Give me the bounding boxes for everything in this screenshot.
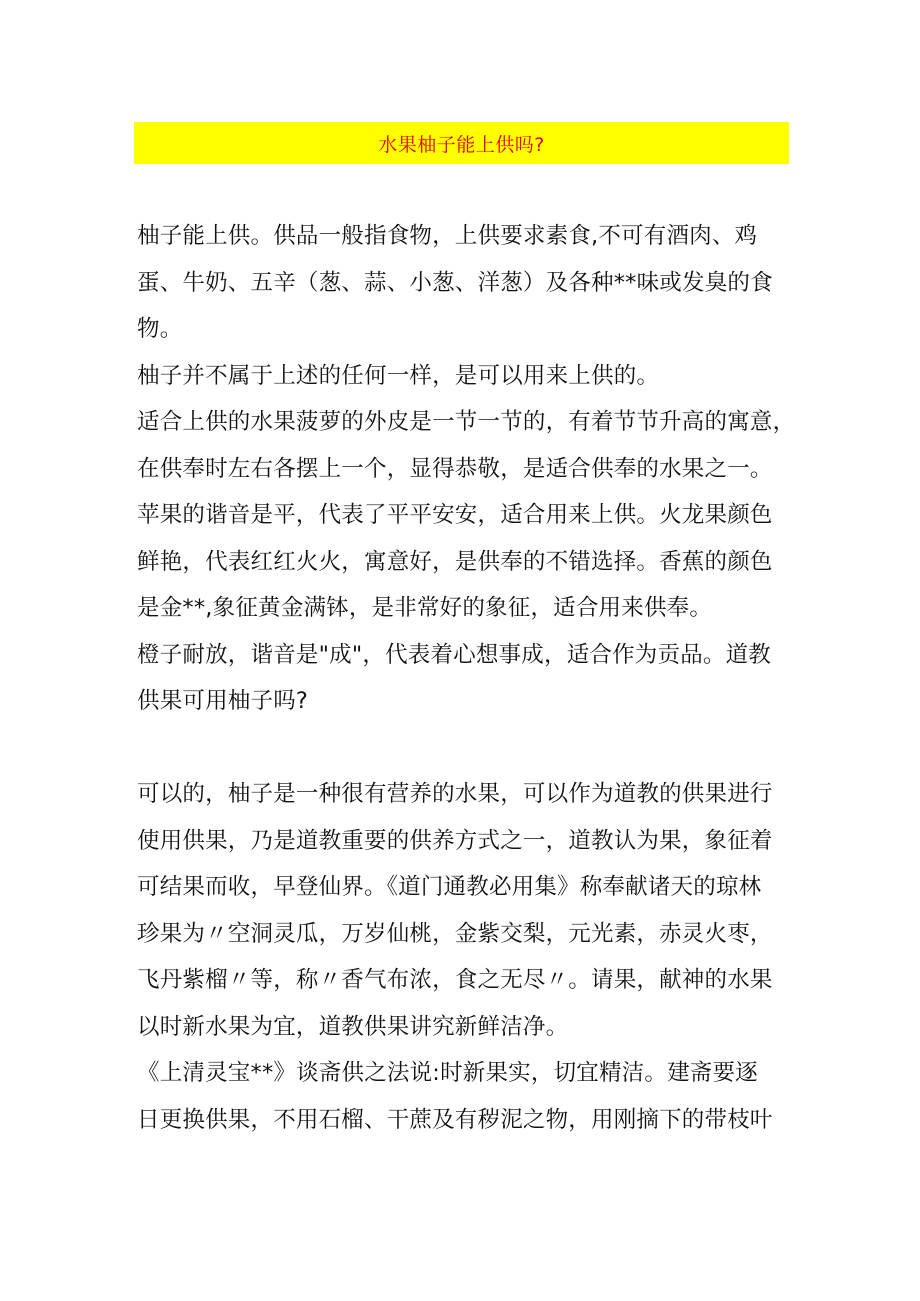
document-body bbox=[137, 213, 797, 1143]
body-line: 可以的，柚子是一种很有营养的水果，可以作为道教的供果进行 bbox=[137, 781, 773, 807]
document-title: 水果柚子能上供吗? bbox=[378, 133, 545, 156]
body-line: 柚子能上供。供品一般指食物，上供要求素食,不可有酒肉、鸡 bbox=[137, 223, 758, 249]
body-line: 蛋、牛奶、五辛（葱、蒜、小葱、洋葱）及各种**味或发臭的食 bbox=[137, 269, 773, 296]
body-line: 适合上供的水果菠萝的外皮是一节一节的，有着节节升高的寓意， bbox=[137, 409, 796, 435]
body-line: 以时新水果为宜，道教供果讲究新鲜洁净。 bbox=[137, 1013, 569, 1040]
body-line: 供果可用柚子吗? bbox=[137, 688, 309, 714]
body-line: 日更换供果，不用石榴、干蔗及有秽泥之物，用刚摘下的带枝叶 bbox=[137, 1106, 773, 1133]
paragraph-gap bbox=[137, 725, 797, 772]
body-line: 飞丹紫榴〃等，称〃香气布浓，食之无尽〃。请果，献神的水果 bbox=[137, 967, 773, 993]
body-line: 鲜艳，代表红红火火，寓意好，是供奉的不错选择。香蕉的颜色 bbox=[137, 548, 773, 575]
body-line: 柚子并不属于上述的任何一样，是可以用来上供的。 bbox=[137, 362, 660, 389]
body-line: 珍果为〃空洞灵瓜，万岁仙桃，金紫交梨，元光素，赤灵火枣， bbox=[137, 920, 773, 947]
title-banner bbox=[134, 122, 789, 164]
body-line: 是金**,象征黄金满钵，是非常好的象征，适合用来供奉。 bbox=[137, 595, 713, 621]
body-line: 可结果而收，早登仙界。《道门通教必用集》称奉献诸天的琼林 bbox=[137, 874, 762, 900]
body-line: 使用供果，乃是道教重要的供养方式之一，道教认为果，象征着 bbox=[137, 827, 773, 854]
body-line: 《上清灵宝**》谈斋供之法说:时新果实，切宜精洁。建斋要逐 bbox=[137, 1060, 758, 1086]
body-line: 物。 bbox=[137, 316, 183, 342]
body-line: 苹果的谐音是平，代表了平平安安，适合用来上供。火龙果颜色 bbox=[137, 502, 773, 528]
body-line: 在供奉时左右各摆上一个，显得恭敬，是适合供奉的水果之一。 bbox=[137, 455, 773, 482]
body-line: 橙子耐放，谐音是"成"，代表着心想事成，适合作为贡品。道教 bbox=[137, 641, 771, 668]
